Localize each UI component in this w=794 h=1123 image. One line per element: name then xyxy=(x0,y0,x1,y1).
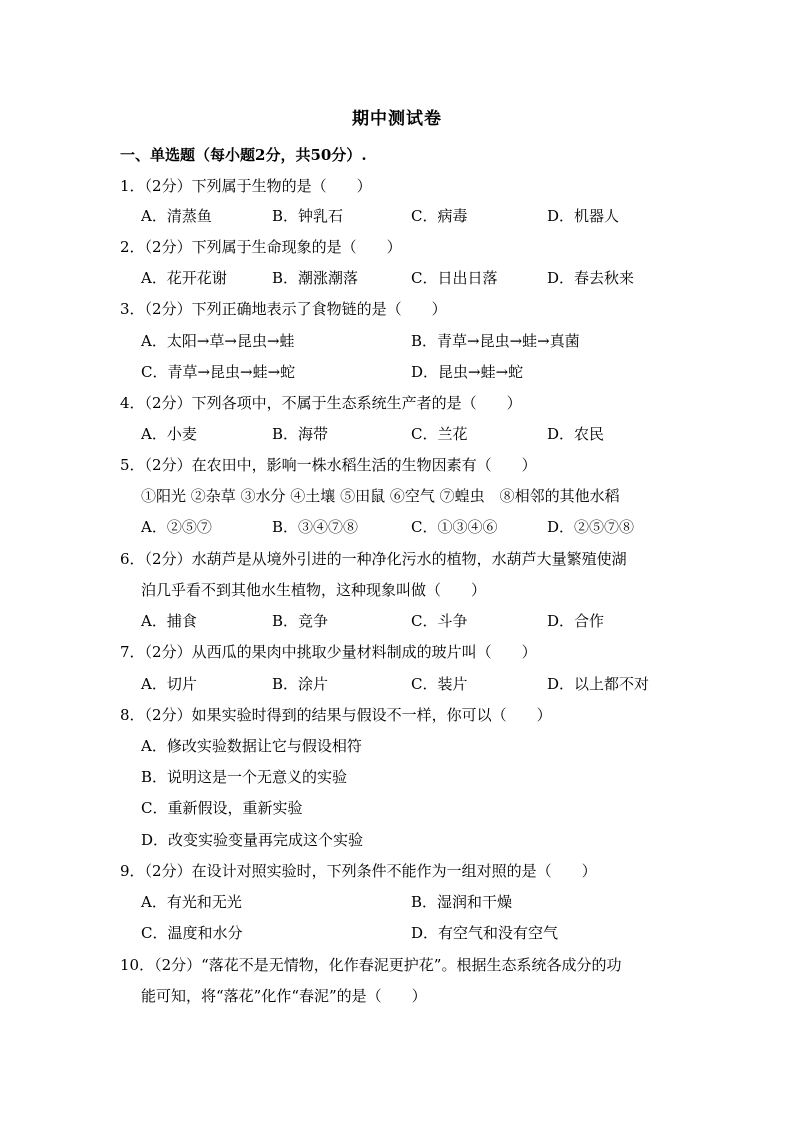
question-10-stem: 10．（2分）“落花不是无情物，化作春泥更护花”。根据生态系统各成分的功 xyxy=(120,956,622,974)
question-8-stem: 8．（2分）如果实验时得到的结果与假设不一样，你可以（ ） xyxy=(120,706,552,724)
question-8-option-a: A．修改实验数据让它与假设相符 xyxy=(141,737,362,755)
question-4-option-c: C．兰花 xyxy=(411,425,468,443)
question-3-option-c: C．青草→昆虫→蛙→蛇 xyxy=(141,363,296,381)
question-2-stem: 2．（2分）下列属于生命现象的是（ ） xyxy=(120,238,402,256)
question-7-option-b: B．涂片 xyxy=(272,675,329,693)
section-heading: 一、单选题（每小题2分，共50分）. xyxy=(120,146,367,164)
question-8-option-d: D．改变实验变量再完成这个实验 xyxy=(141,831,364,849)
question-1-option-a: A．清蒸鱼 xyxy=(141,207,212,225)
question-2-option-a: A．花开花谢 xyxy=(141,269,227,287)
question-3-stem: 3．（2分）下列正确地表示了食物链的是（ ） xyxy=(120,300,447,318)
question-8-option-b: B．说明这是一个无意义的实验 xyxy=(141,768,348,786)
question-3-option-b: B．青草→昆虫→蛙→真菌 xyxy=(411,332,580,350)
question-4-stem: 4．（2分）下列各项中，不属于生态系统生产者的是（ ） xyxy=(120,394,522,412)
question-3-option-d: D．昆虫→蛙→蛇 xyxy=(411,363,524,381)
question-8-option-c: C．重新假设，重新实验 xyxy=(141,799,303,817)
question-7-option-c: C．装片 xyxy=(411,675,468,693)
question-9-option-c: C．温度和水分 xyxy=(141,924,243,942)
question-7-option-a: A．切片 xyxy=(141,675,197,693)
question-5-option-b: B．③④⑦⑧ xyxy=(272,518,359,536)
question-9-option-d: D．有空气和没有空气 xyxy=(411,924,559,942)
question-5-option-d: D．②⑤⑦⑧ xyxy=(547,518,635,536)
question-1-option-c: C．病毒 xyxy=(411,207,468,225)
question-6-stem: 6．（2分）水葫芦是从境外引进的一种净化污水的植物，水葫芦大量繁殖使湖 xyxy=(120,550,627,568)
question-6-option-a: A．捕食 xyxy=(141,612,197,630)
question-9-option-a: A．有光和无光 xyxy=(141,893,242,911)
question-4-option-a: A．小麦 xyxy=(141,425,197,443)
question-1-option-d: D．机器人 xyxy=(547,207,620,225)
question-6-option-d: D．合作 xyxy=(547,612,605,630)
question-5-option-a: A．②⑤⑦ xyxy=(141,518,212,536)
question-6-stem-continued: 泊几乎看不到其他水生植物，这种现象叫做（ ） xyxy=(141,581,487,599)
question-7-stem: 7．（2分）从西瓜的果肉中挑取少量材料制成的玻片叫（ ） xyxy=(120,643,537,661)
question-1-stem: 1．（2分）下列属于生物的是（ ） xyxy=(120,177,372,195)
question-6-option-b: B．竞争 xyxy=(272,612,329,630)
question-9-option-b: B．湿润和干燥 xyxy=(411,893,513,911)
question-5-factors: ①阳光 ②杂草 ③水分 ④土壤 ⑤田鼠 ⑥空气 ⑦蝗虫 ⑧相邻的其他水稻 xyxy=(141,487,620,505)
question-10-stem-continued: 能可知，将“落花”化作“春泥”的是（ ） xyxy=(141,987,427,1005)
question-4-option-d: D．农民 xyxy=(547,425,605,443)
question-5-option-c: C．①③④⑥ xyxy=(411,518,498,536)
question-2-option-b: B．潮涨潮落 xyxy=(272,269,359,287)
question-4-option-b: B．海带 xyxy=(272,425,329,443)
question-7-option-d: D．以上都不对 xyxy=(547,675,650,693)
question-2-option-d: D．春去秋来 xyxy=(547,269,635,287)
question-3-option-a: A．太阳→草→昆虫→蛙 xyxy=(141,332,295,350)
question-2-option-c: C．日出日落 xyxy=(411,269,498,287)
question-9-stem: 9．（2分）在设计对照实验时，下列条件不能作为一组对照的是（ ） xyxy=(120,862,597,880)
question-5-stem: 5．（2分）在农田中，影响一株水稻生活的生物因素有（ ） xyxy=(120,456,537,474)
question-6-option-c: C．斗争 xyxy=(411,612,468,630)
question-1-option-b: B．钟乳石 xyxy=(272,207,344,225)
page-title: 期中测试卷 xyxy=(352,109,442,129)
